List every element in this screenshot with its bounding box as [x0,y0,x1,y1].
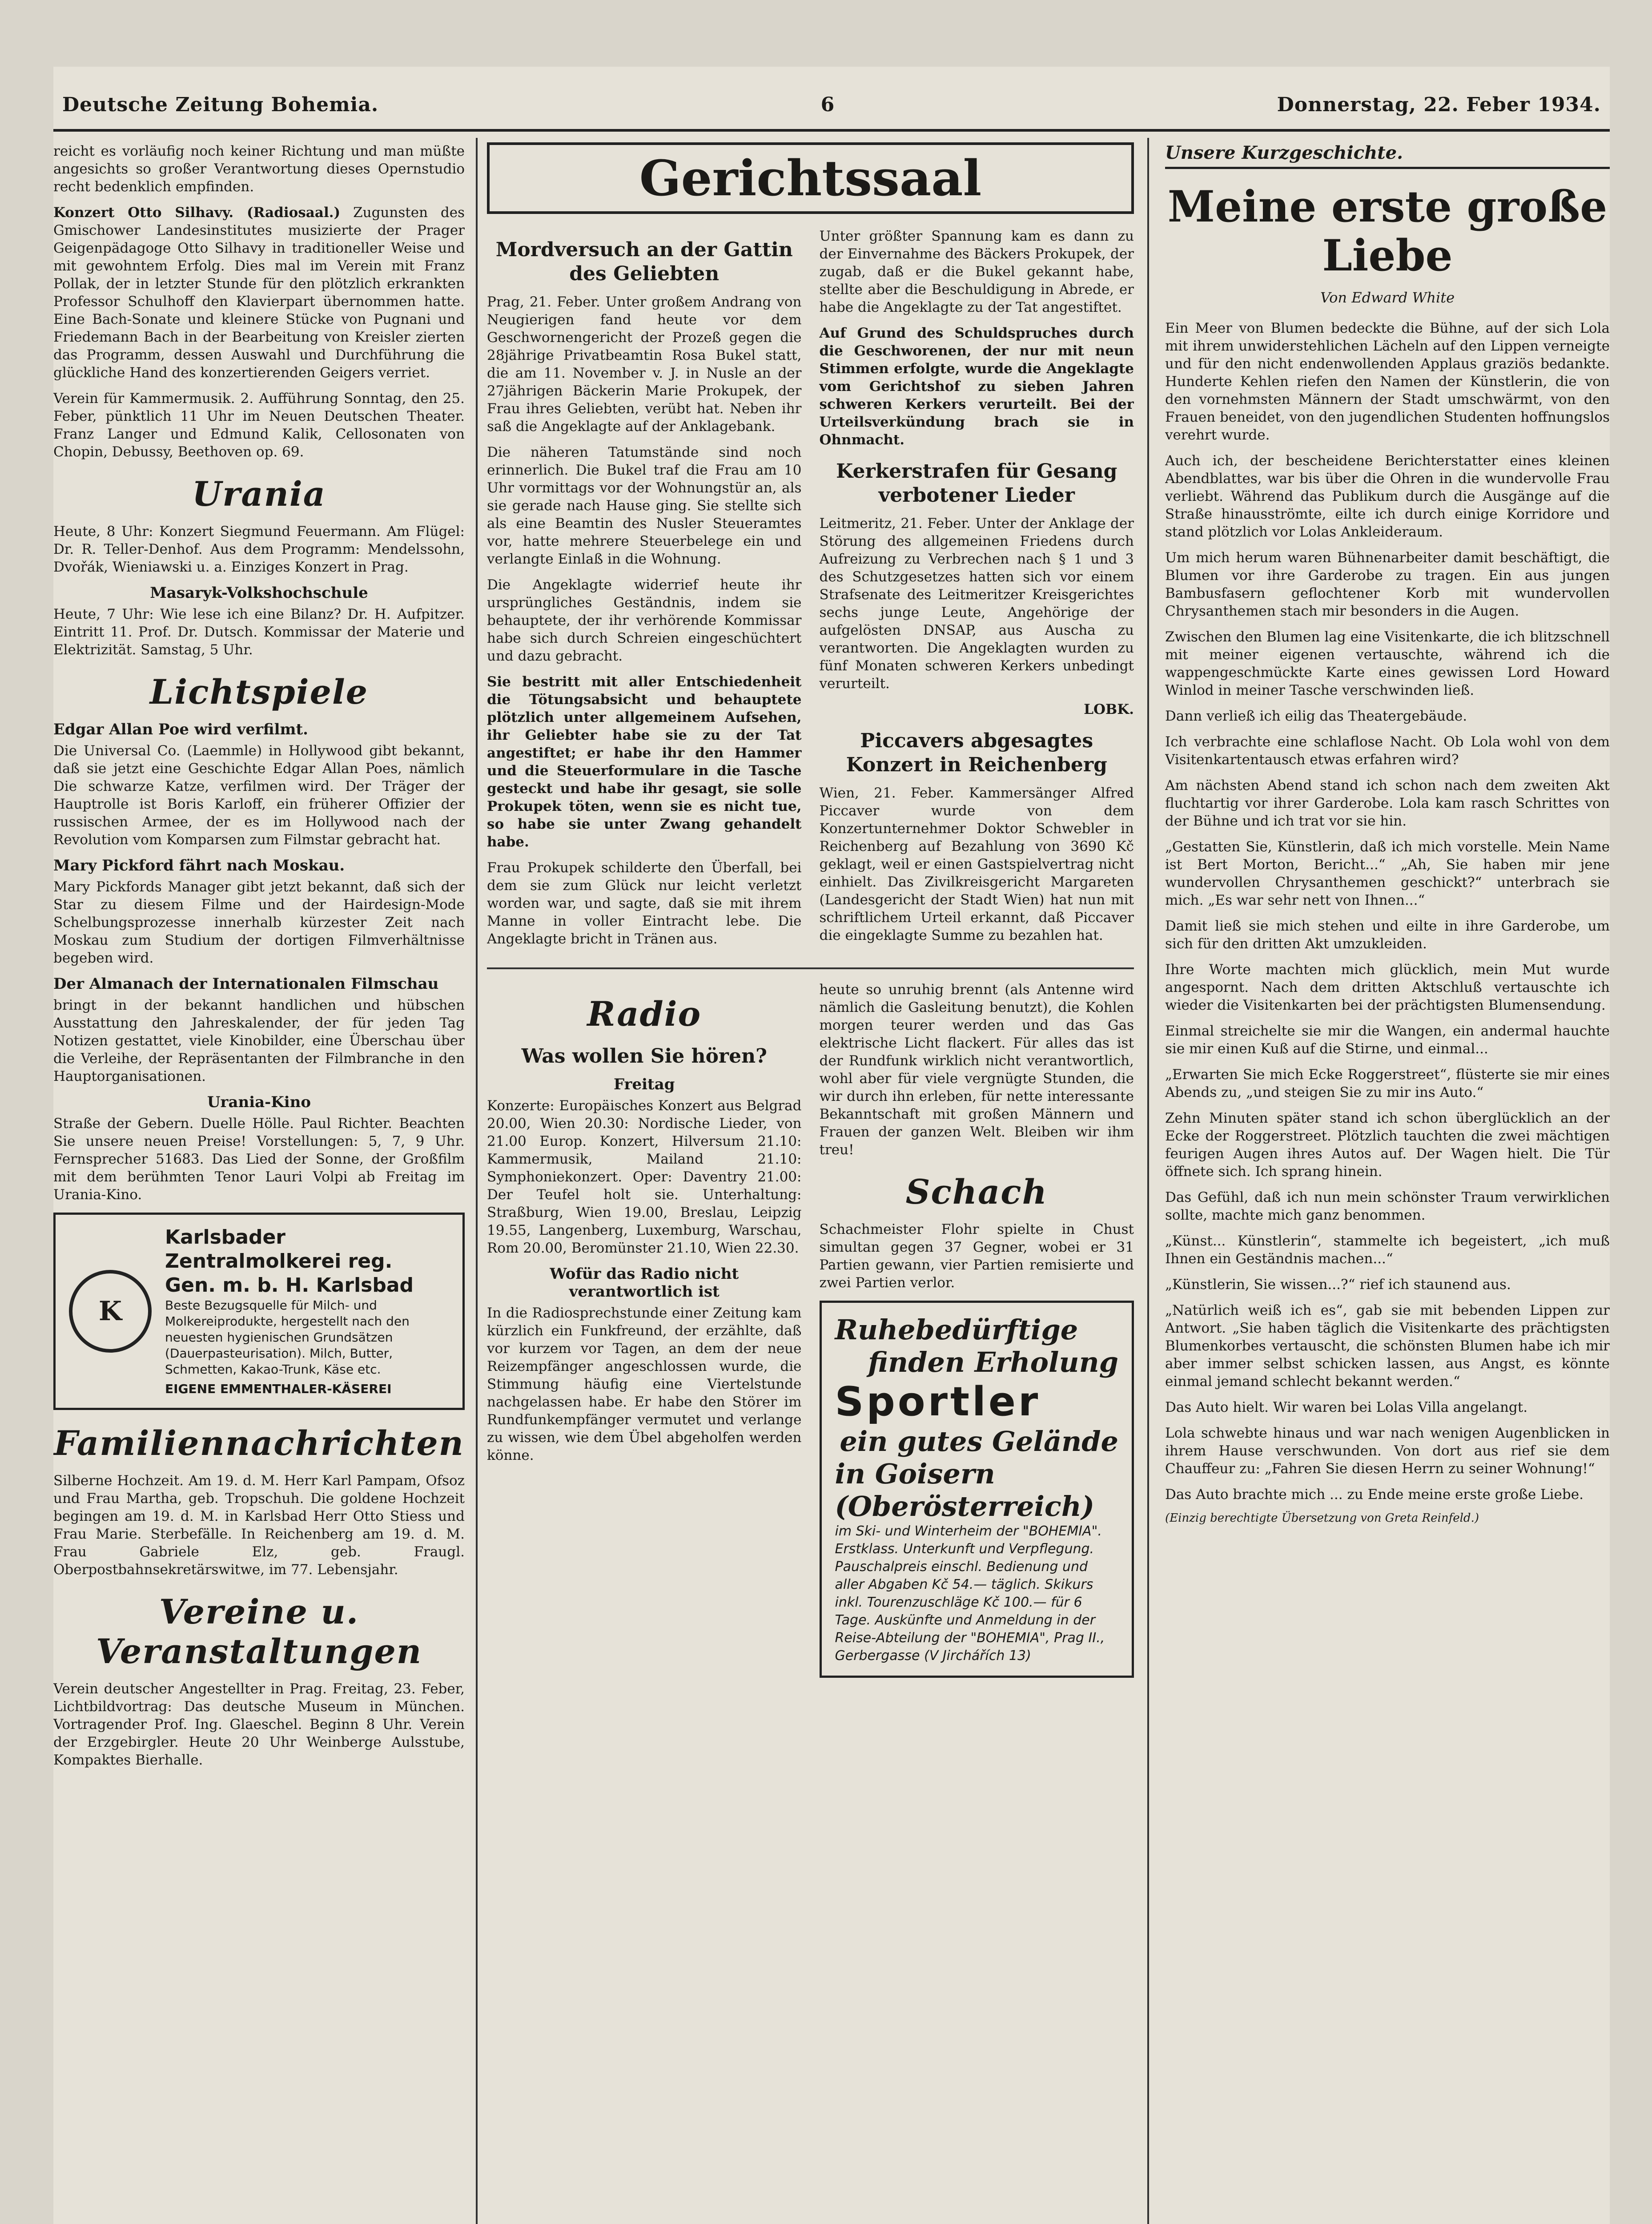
piccaver-text: Wien, 21. Feber. Kammersänger Alfred Piccaver wurde von dem Konzertunternehmer Doktor Schwebler in Reichenberg auf Bezahlung von 3690 Kč geklagt, weil er einen Gastspielvertrag nicht einhielt. Das Zivilkreisgericht Margareten (Landesgericht der Stadt Wien) hat nun mit schriftlichem Urteil erkannt, daß Piccaver die eingeklagte Summe zu bezahlen hat. [819,785,1134,943]
story-paragraph: Auch ich, der bescheidene Berichterstatter eines kleinen Abendblattes, war bis über die Ohren in die wundervolle Frau verliebt. Während das Publikum durch die Ausgänge auf die Straße hinausströmte, eilte ich durch einige Korridore und stand plötzlich vor Lolas Ankleideraum. [1165,453,1610,540]
masaryk-text: Heute, 7 Uhr: Wie lese ich eine Bilanz? Dr. H. Aufpitzer. Eintritt 11. Prof. Dr. Dutsch. Kommissar der Materie und Elektrizität. Samstag, 5 Uhr. [53,606,465,658]
section-divider [487,967,1134,969]
story-paragraph: Zwischen den Blumen lag eine Visitenkarte, die ich blitzschnell mit meiner eigenen vertauschte, während ich die wappengeschmückte Karte eines gewissen Lord Howard Winlod in meiner Tasche verschwinden ließ. [1165,629,1610,698]
section-schach: Schach [905,1172,1048,1212]
urania-kino-heading: Urania-Kino [207,1093,311,1111]
section-radio: Radio [587,994,702,1034]
article-text: reicht es vorläufig noch keiner Richtung und man müßte angesichts so großer Verantwortung dieses Opernstudio recht bedenklich empfinden. [53,143,465,195]
story-tag: Unsere Kurzgeschichte. [1165,142,1610,169]
radio-section [487,981,1134,1687]
story-paragraph: Das Auto brachte mich ... zu Ende meine erste große Liebe. [1165,1487,1584,1503]
kerker-heading: Kerkerstrafen für Gesang verbotener Lieder [836,460,1117,507]
radio-program: Konzerte: Europäisches Konzert aus Belgrad 20.00, Wien 20.30: Nordische Lieder, von 21.00 Europ. Konzert, Hilversum 21.10: Kammermusik, Mailand 21.10: Symphoniekonzert. Oper: Daventry 21.00: Der Teufel holt sie. Unterhaltung: Straßburg, Wien 19.00, Breslau, Leipzig 19.55, Langenberg, Luxemburg, Warschau, Rom 20.00, Beromünster 21.10, Wien 22.30. [487,1098,802,1256]
radio-right [820,981,1134,1687]
prokupek-text: Unter größter Spannung kam es dann zu der Einvernahme des Bäckers Prokupek, der zugab, daß er die Bukel gekannt habe, stellte aber die Beschuldigung in Abrede, er habe die Angeklagte zu der Tat angestiftet. [819,228,1134,315]
mord-text: Die näheren Tatumstände sind noch erinnerlich. Die Bukel traf die Frau am 10 Uhr vormittags vor der Wohnungstür an, als sie gerade nach Hause ging. Sie stellte sich als eine Beamtin des Nusler Steueramtes vor, hatte mehrere Steuerbelege ein und verlangte Einlaß in die Wohnung. [487,444,802,567]
section-familie: Familiennachrichten [54,1423,464,1463]
column-right [1165,142,1610,2224]
ad-line: in Goisern (Oberösterreich) [835,1458,1095,1523]
story-paragraph: „Gestatten Sie, Künstlerin, daß ich mich vorstelle. Mein Name ist Bert Morton, Bericht...“ „Ah, Sie haben mir jene wundervollen Chrysanthemen geschickt?“ unterbrach sie mich. „Es war sehr nett von Ihnen...“ [1165,839,1610,908]
story-paragraph: Um mich herum waren Bühnenarbeiter damit beschäftigt, die Blumen vor ihre Garderobe zu tragen. Ein aus jungen Bambusfasern geflochtener Korb mit wundervollen Chrysanthemen stach mir besonders in die Augen. [1165,550,1610,619]
column-left [53,142,465,2224]
pickford-heading: Mary Pickford fährt nach Moskau. [53,857,345,874]
mord-heading: Mordversuch an der Gattin des Geliebten [495,238,793,285]
story-paragraph: Dann verließ ich eilig das Theatergebäude. [1165,708,1467,724]
story-paragraph: Einmal streichelte sie mir die Wangen, ein andermal hauchte sie mir einen Kuß auf die Stirne, und einmal... [1165,1023,1610,1057]
molkerei-logo: K [69,1270,152,1353]
court-articles [487,227,1134,956]
mord-text: Frau Prokupek schilderte den Überfall, bei dem sie zum Glück nur leicht verletzt worden war, und sagte, daß sie mit ihrem Manne in voller Eintracht lebe. Die Angeklagte bricht in Tränen aus. [487,860,802,947]
ad-details: im Ski- und Winterheim der "BOHEMIA". Erstklass. Unterkunft und Verpflegung. Pauschalpreis einschl. Bedienung und aller Abgaben Kč 54.— täglich. Skikurs inkl. Tourenzuschläge Kč 100.— für 6 Tage. Auskünfte und Anmeldung in der Reise-Abteilung der "BOHEMIA", Prag II., Gerbergasse (V Jirchářích 13) [835,1523,1105,1664]
translation-note: (Einzig berechtigte Übersetzung von Greta Reinfeld.) [1165,1511,1479,1525]
court-left [487,227,802,956]
court-right [820,227,1134,956]
ad-text: Beste Bezugsquelle für Milch- und Molkereiprodukte, hergestellt nach den neuesten hygienischen Grundsätzen (Dauerpasteurisation). Milch, Butter, Schmetten, Kakao-Trunk, Käse etc. [165,1298,410,1377]
masthead-title: Deutsche Zeitung Bohemia. [62,93,379,116]
ad-goisern [820,1301,1134,1678]
story-paragraph: Zehn Minuten später stand ich schon überglücklich an der Ecke der Roggerstreet. Plötzlich tauchten die zwei mächtigen feurigen Augen ihres Autos auf. Der Wagen hielt. Die Tür öffnete sich. Ich sprang hinein. [1165,1110,1610,1180]
concert-heading: Konzert Otto Silhavy. (Radiosaal.) [53,205,341,221]
story-paragraph: „Künst... Künstlerin“, stammelte ich begeistert, „ich muß Ihnen ein Geständnis machen...“ [1165,1233,1610,1267]
radio-heading2: Wofür das Radio nicht verantwortlich ist [550,1265,739,1301]
urteil-text: Auf Grund des Schuldspruches durch die Geschworenen, der nur mit neun Stimmen erfolgte, wurde die Angeklagte vom Gerichtshof zu sieben Jahren schweren Kerkers verurteilt. Bei der Urteilsverkündung brach sie in Ohnmacht. [819,325,1134,448]
page-number: 6 [820,93,835,116]
column-divider [1147,138,1149,2224]
almanach-heading: Der Almanach der Internationalen Filmschau [53,975,439,993]
kerker-text: Leitmeritz, 21. Feber. Unter der Anklage der Störung des allgemeinen Friedens durch Aufreizung zu Verbrechen nach § 1 und 3 des Schutzgesetzes hatten sich vor einem Strafsenate des Leitmeritzer Kreisgerichtes sechs junge Leute, Angehörige der aufgelösten DNSAP, aus Auscha zu verantworten. Die Angeklagten wurden zu fünf Monaten schweren Kerkers unbedingt verurteilt. [819,516,1134,692]
story-paragraph: Ein Meer von Blumen bedeckte die Bühne, auf der sich Lola mit ihrem unwiderstehlichen Lächeln auf den Lippen verneigte und für den nicht endenwollenden Applaus graziös bedankte. Hunderte Kehlen riefen den Namen der Künstlerin, die von den vornehmsten Männern der Stadt umschwärmt, von den Frauen beneidet, von den jugendlichen Studenten hoffnungslos verehrt wurde. [1165,320,1610,443]
almanach-text: bringt in der bekannt handlichen und hübschen Ausstattung den Jahreskalender, der für jeden Tag Notizen gestattet, viele Kinobilder, eine Überschau über die Verleihe, der Repräsentanten der Filmbranche in den Hauptorganisationen. [53,997,465,1084]
ad-line: finden Erholung [868,1346,1118,1378]
ad-line: Ruhebedürftige [835,1313,1078,1346]
urania-text: Heute, 8 Uhr: Konzert Siegmund Feuermann. Am Flügel: Dr. R. Teller-Denhof. Aus dem Programm: Mendelssohn, Dvořák, Wieniawski u. a. Einziges Konzert in Prag. [53,524,465,575]
story-title: Meine erste große Liebe [1167,181,1608,281]
story-paragraph: Ihre Worte machten mich glücklich, mein Mut wurde angespornt. Nach dem dritten Aktschluß vertauschte ich wieder die Visitenkarten bei der prächtigsten Blumensendung. [1165,962,1610,1013]
section-gerichtssaal: Gerichtssaal [487,142,1134,214]
story-paragraph: „Erwarten Sie mich Ecke Roggerstreet“, flüsterte sie mir eines Abends zu, „und steigen Sie zu mir ins Auto.“ [1165,1067,1610,1100]
radio-subheading: Was wollen Sie hören? [521,1045,767,1068]
mord-text: Sie bestritt mit aller Entschiedenheit die Tötungsabsicht und behauptete plötzlich unter allgemeinem Aufsehen, ihr Geliebter habe sie zu der Tat angestiftet; er habe ihr den Hammer und die Steuerformulare in die Tasche gesteckt und habe ihr gesagt, sie solle Prokupek töten, wenn sie es nicht tue, so habe sie unter Zwang gehandelt habe. [487,674,802,850]
concert-text: Zugunsten des Gmischower Landesinstitutes musizierte der Prager Geigenpädagoge Otto Silhavy in traditioneller Weise und mit gewohntem Erfolg. Dies mal im Verein mit Franz Pollak, der in letzter Stunde für den plötzlich erkrankten Professor Schulhoff den Klavierpart übernommen hatte. Eine Bach-Sonate und kleinere Stücke von Pugnani und Friedemann Bach in der Bearbeitung von Kreisler zierten das Programm, dessen Auswahl und Durchführung die glückliche Hand des konzertierenden Geigers verriet. [53,205,465,381]
masaryk-heading: Masaryk-Volkshochschule [150,584,368,602]
vereine-text: Verein deutscher Angestellter in Prag. Freitag, 23. Feber, Lichtbildvortrag: Das deutsche Museum in München. Vortragender Prof. Ing. Glaeschel. Beginn 8 Uhr. Verein der Erzgebirgler. Heute 20 Uhr Weinberge Aulsstube, Kompaktes Bierhalle. [53,1681,465,1768]
ad-line: Sportler [835,1378,1041,1425]
masthead-rule [53,129,1610,132]
article-text [53,204,465,382]
schach-text: Schachmeister Flohr spielte in Chust simultan gegen 37 Gegner, wobei er 31 Partien gewann, vier Partien remisierte und zwei Partien verlor. [819,1221,1134,1291]
section-urania: Urania [192,474,326,514]
radio-day: Freitag [613,1076,675,1093]
ad-line: ein gutes Gelände [840,1425,1118,1458]
masthead [53,85,1610,125]
story-paragraph: Das Auto hielt. Wir waren bei Lolas Villa angelangt. [1165,1399,1528,1415]
story-paragraph: Damit ließ sie mich stehen und eilte in ihre Garderobe, um sich für den dritten Akt umzukleiden. [1165,918,1610,952]
story-paragraph: Das Gefühl, daß ich nun mein schönster Traum verwirklichen sollte, machte mich ganz benommen. [1165,1189,1610,1223]
mord-text: Prag, 21. Feber. Unter großem Andrang von Neugierigen fand heute vor dem Geschwornengericht der Prozeß gegen die 28jährige Privatbeamtin Rosa Bukel statt, die am 11. November v. J. in Nusle an der 27jährigen Bäckerin Marie Prokupek, der Frau ihres Geliebten, verübt hat. Neben ihr saß die Angeklagte auf der Anklagebank. [487,294,802,435]
ad-molkerei [53,1213,465,1410]
story-paragraph: „Künstlerin, Sie wissen...?“ rief ich staunend aus. [1165,1277,1511,1293]
story-paragraph: „Natürlich weiß ich es“, gab sie mit bebenden Lippen zur Antwort. „Sie haben täglich die Visitenkarte des prächtigsten Blumenkorbes vertauscht, die schönsten Blumen habe ich mir aber immer selbst schicken lassen, aus Angst, es könnte einmal jemand schlecht bekannt werden.“ [1165,1302,1610,1390]
newspaper-page [53,67,1610,2224]
story-byline: Von Edward White [1320,289,1455,306]
radio-left [487,981,802,1687]
poe-heading: Edgar Allan Poe wird verfilmt. [53,721,309,738]
ad-title: Karlsbader Zentralmolkerei reg. Gen. m. b. H. Karlsbad [165,1226,414,1297]
story-paragraph: Ich verbrachte eine schlaflose Nacht. Ob Lola wohl von dem Visitenkartentausch etwas erfahren wird? [1165,734,1610,768]
familie-text: Silberne Hochzeit. Am 19. d. M. Herr Karl Pampam, Ofsoz und Frau Martha, geb. Tropschuh. Die goldene Hochzeit begingen am 19. d. M. in Karlsbad Herr Otto Stiess und Frau Marie. Sterbefälle. In Reichenberg am 19. d. M. Frau Gabriele Elz, geb. Fraugl. Oberpostbahnsekretärswitwe, im 77. Lebensjahr. [53,1473,465,1578]
radio-text2: In die Radiosprechstunde einer Zeitung kam kürzlich ein Funkfreund, der erzählte, daß vor kurzem vor Tagen, an dem der neue Reizempfänger angeschlossen wurde, die Stimmung häufig eine Viertelstunde nachgelassen habe. Er habe den Störer im Rundfunkempfänger vermutet und verlange zu wissen, wie dem Übel abgeholfen werden könne. [487,1305,802,1463]
verein-text: Verein für Kammermusik. 2. Aufführung Sonntag, den 25. Feber, pünktlich 11 Uhr im Neuen Deutschen Theater. Franz Langer und Edmund Kalik, Cellosonaten von Chopin, Debussy, Beethoven op. 69. [53,391,465,460]
masthead-date: Donnerstag, 22. Feber 1934. [1277,93,1601,116]
pickford-text: Mary Pickfords Manager gibt jetzt bekannt, daß sich der Star zu diesem Filme und der Hairdesign-Mode Schelbungsprozesse innerhalb kürzester Zeit nach Moskau zum Studium der dortigen Filmverhältnisse begeben wird. [53,879,465,966]
story-paragraph: Am nächsten Abend stand ich schon nach dem zweiten Akt fluchtartig vor ihrer Garderobe. Lola kam rasch Schrittes von der Bühne und ich trat vor sie hin. [1165,778,1610,829]
urania-kino-text: Straße der Gebern. Duelle Hölle. Paul Richter. Beachten Sie unsere neuen Preise! Vorstellungen: 5, 7, 9 Uhr. Fernsprecher 51683. Das Lied der Sonne, der Großfilm mit dem berühmten Tenor Lauri Volpi ab Freitag im Urania-Kino. [53,1116,465,1203]
section-lichtspiele: Lichtspiele [149,672,369,712]
piccaver-heading: Piccavers abgesagtes Konzert in Reichenberg [846,729,1107,776]
section-vereine: Vereine u. Veranstaltungen [96,1592,422,1671]
radio-continued: heute so unruhig brennt (als Antenne wird nämlich die Gasleitung benutzt), die Kohlen morgen teurer werden und das Gas elektrische Licht flackert. Für alles das ist der Rundfunk wirklich nicht verantwortlich, wohl aber für viele vergnügte Stunden, die wir durch ihn erleben, für nette interessante Bekanntschaft mit großen Männern und Frauen der ganzen Welt. Bleiben wir ihm treu! [819,982,1134,1158]
kerker-signoff: LOBK. [1084,701,1134,717]
poe-text: Die Universal Co. (Laemmle) in Hollywood gibt bekannt, daß sie jetzt eine Geschichte Edgar Allan Poes, nämlich Die schwarze Katze, verfilmen wird. Der Träger der Hauptrolle ist Boris Karloff, ein früherer Offizier der russischen Armee, der es im Hollywood nach der Revolution vom Komparsen zum Filmstar gebracht hat. [53,743,465,848]
story-paragraph: Lola schwebte hinaus und war nach wenigen Augenblicken in ihrem Hause verschwunden. Von dort aus rief sie dem Chauffeur zu: „Fahren Sie diesen Herrn zu seiner Wohnung!“ [1165,1425,1610,1477]
ad-footer: EIGENE EMMENTHALER-KÄSEREI [165,1382,392,1396]
mord-text: Die Angeklagte widerrief heute ihr ursprüngliches Geständnis, indem sie behauptete, der ihr verhörende Kommissar habe sich durch Schreien eingeschüchtert und dazu gebracht. [487,577,802,664]
column-divider [476,138,478,2224]
column-middle [487,142,1134,2224]
